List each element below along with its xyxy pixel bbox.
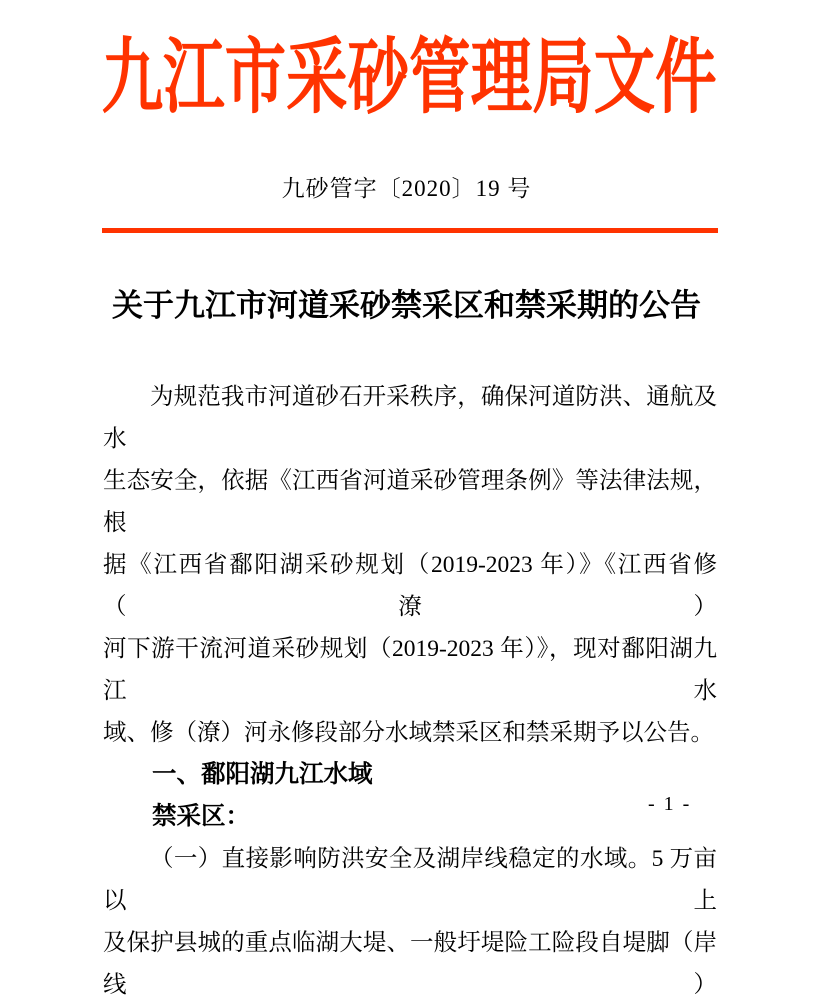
body-line-5: 域、修（潦）河永修段部分水域禁采区和禁采期予以公告。 (103, 720, 714, 746)
body-line-2: 生态安全，依据《江西省河道采砂管理条例》等法律法规，根 (103, 468, 717, 536)
document-number: 九砂管字〔2020〕19 号 (281, 176, 532, 201)
page-number: - 1 - (648, 793, 692, 815)
body-line-4: 河下游干流河道采砂规划（2019-2023 年）》，现对鄱阳湖九江水 (103, 636, 717, 704)
agency-banner-title: 九江市采砂管理局文件 (101, 32, 717, 123)
subsection-heading-prohibited-area: 禁采区： (152, 803, 250, 830)
section-heading-poyang-lake: 一、鄱阳湖九江水域 (152, 761, 373, 788)
body-line-3: 据《江西省鄱阳湖采砂规划（2019-2023 年）》《江西省修（潦） (103, 552, 717, 620)
body-line-8: （一）直接影响防洪安全及湖岸线稳定的水域。5 万亩以上 (103, 846, 717, 914)
body-line-1: 为规范我市河道砂石开采秩序，确保河道防洪、通航及水 (103, 384, 717, 452)
document-body (103, 376, 717, 1006)
body-line-9: 及保护县城的重点临湖大堤、一般圩堤险工险段自堤脚（岸线） (103, 930, 717, 998)
red-divider-line (102, 228, 718, 233)
document-title: 关于九江市河道采砂禁采区和禁采期的公告 (112, 288, 701, 323)
